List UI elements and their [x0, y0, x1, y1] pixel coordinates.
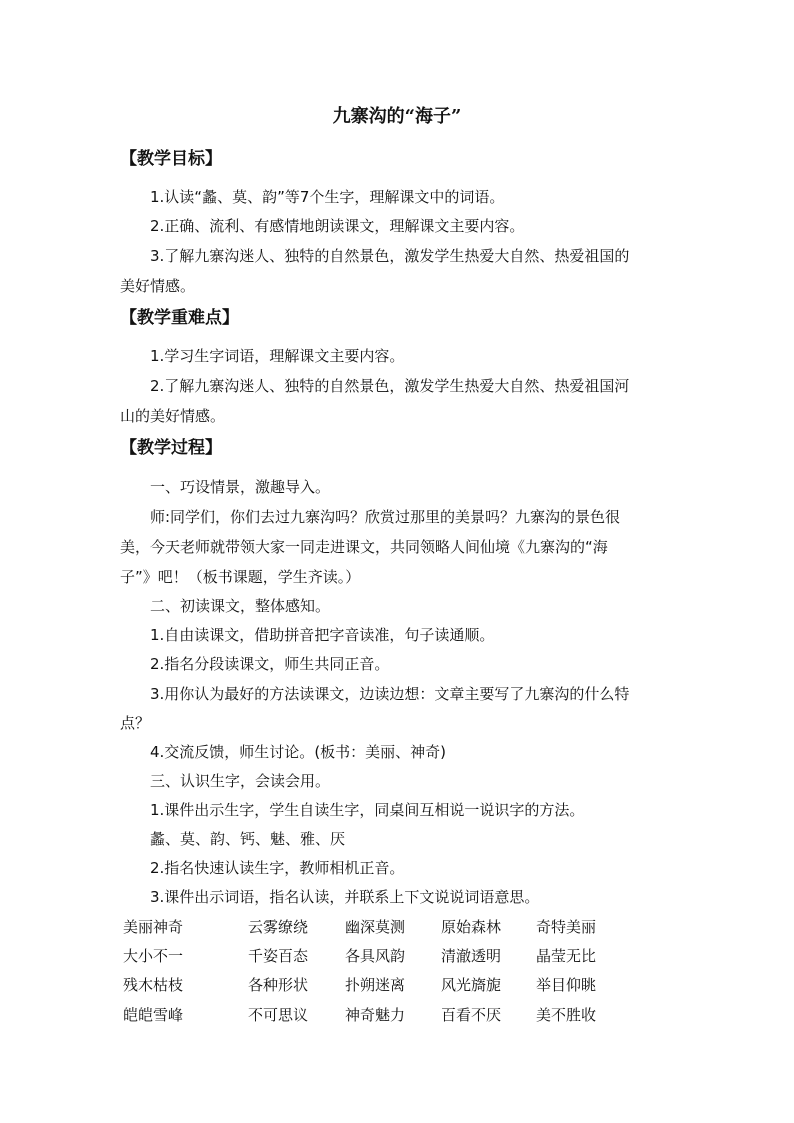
word-cell: 各具风韵: [345, 947, 406, 965]
word-cell: 奇特美丽: [536, 918, 597, 936]
word-cell: 各种形状: [248, 976, 309, 994]
goal-line-3-cont: 美好情感。: [120, 277, 196, 295]
process-line: 点？: [120, 714, 151, 732]
process-line: 师:同学们，你们去过九寨沟吗？欣赏过那里的美景吗？九寨沟的景色很: [150, 508, 621, 526]
word-cell: 美丽神奇: [123, 918, 184, 936]
word-cell: 风光旖旎: [441, 976, 502, 994]
word-cell: 举目仰眺: [536, 976, 597, 994]
goal-line-2: 2.正确、流利、有感情地朗读课文，理解课文主要内容。: [150, 217, 525, 235]
word-cell: 云雾缭绕: [248, 918, 309, 936]
process-line: 子”》吧！（板书课题，学生齐读。）: [120, 568, 361, 586]
word-cell: 残木枯枝: [123, 976, 184, 994]
process-line: 4.交流反馈，师生讨论。(板书：美丽、神奇): [150, 743, 447, 761]
process-line: 一、巧设情景，激趣导入。: [150, 478, 331, 496]
word-row: [123, 974, 683, 998]
key-point-line-2-cont: 山的美好情感。: [120, 407, 226, 425]
process-line: 2.指名快速认读生字，教师相机正音。: [150, 859, 405, 877]
word-cell: 神奇魅力: [345, 1006, 406, 1024]
goal-line-3: 3.了解九寨沟迷人、独特的自然景色，激发学生热爱大自然、热爱祖国的: [150, 247, 630, 265]
word-cell: 美不胜收: [536, 1006, 597, 1024]
word-cell: 皑皑雪峰: [123, 1006, 184, 1024]
section-heading-process: 【教学过程】: [120, 438, 222, 458]
document-title: 九寨沟的“海子”: [332, 106, 462, 127]
word-row: [123, 916, 683, 940]
process-line: 3.课件出示词语，指名认读，并联系上下文说说词语意思。: [150, 888, 540, 906]
process-line: 1.课件出示生字，学生自读生字，同桌间互相说一说识字的方法。: [150, 801, 585, 819]
process-line: 2.指名分段读课文，师生共同正音。: [150, 655, 390, 673]
process-line: 3.用你认为最好的方法读课文，边读边想：文章主要写了九寨沟的什么特: [150, 685, 630, 703]
key-point-line-1: 1.学习生字词语，理解课文主要内容。: [150, 347, 405, 365]
process-line: 美，今天老师就带领大家一同走进课文，共同领略人间仙境《九寨沟的“海: [120, 538, 608, 556]
word-cell: 晶莹无比: [536, 947, 597, 965]
word-cell: 不可思议: [248, 1006, 309, 1024]
word-row: [123, 945, 683, 969]
word-cell: 原始森林: [441, 918, 502, 936]
section-heading-key-points: 【教学重难点】: [120, 308, 239, 328]
section-heading-goals: 【教学目标】: [120, 149, 222, 169]
process-line: 三、认识生字，会读会用。: [150, 772, 331, 790]
process-line: 二、初读课文，整体感知。: [150, 597, 331, 615]
word-row: [123, 1004, 683, 1028]
word-cell: 扑朔迷离: [345, 976, 406, 994]
word-cell: 千姿百态: [248, 947, 309, 965]
word-cell: 百看不厌: [441, 1006, 502, 1024]
key-point-line-2: 2.了解九寨沟迷人、独特的自然景色，激发学生热爱大自然、热爱祖国河: [150, 377, 630, 395]
process-line: 1.自由读课文，借助拼音把字音读准，句子读通顺。: [150, 626, 495, 644]
word-cell: 幽深莫测: [345, 918, 406, 936]
word-cell: 清澈透明: [441, 947, 502, 965]
process-line: 蠡、莫、韵、钙、魅、雅、厌: [150, 830, 346, 848]
word-cell: 大小不一: [123, 947, 184, 965]
goal-line-1: 1.认读“蠡、莫、韵”等7个生字，理解课文中的词语。: [150, 188, 505, 206]
